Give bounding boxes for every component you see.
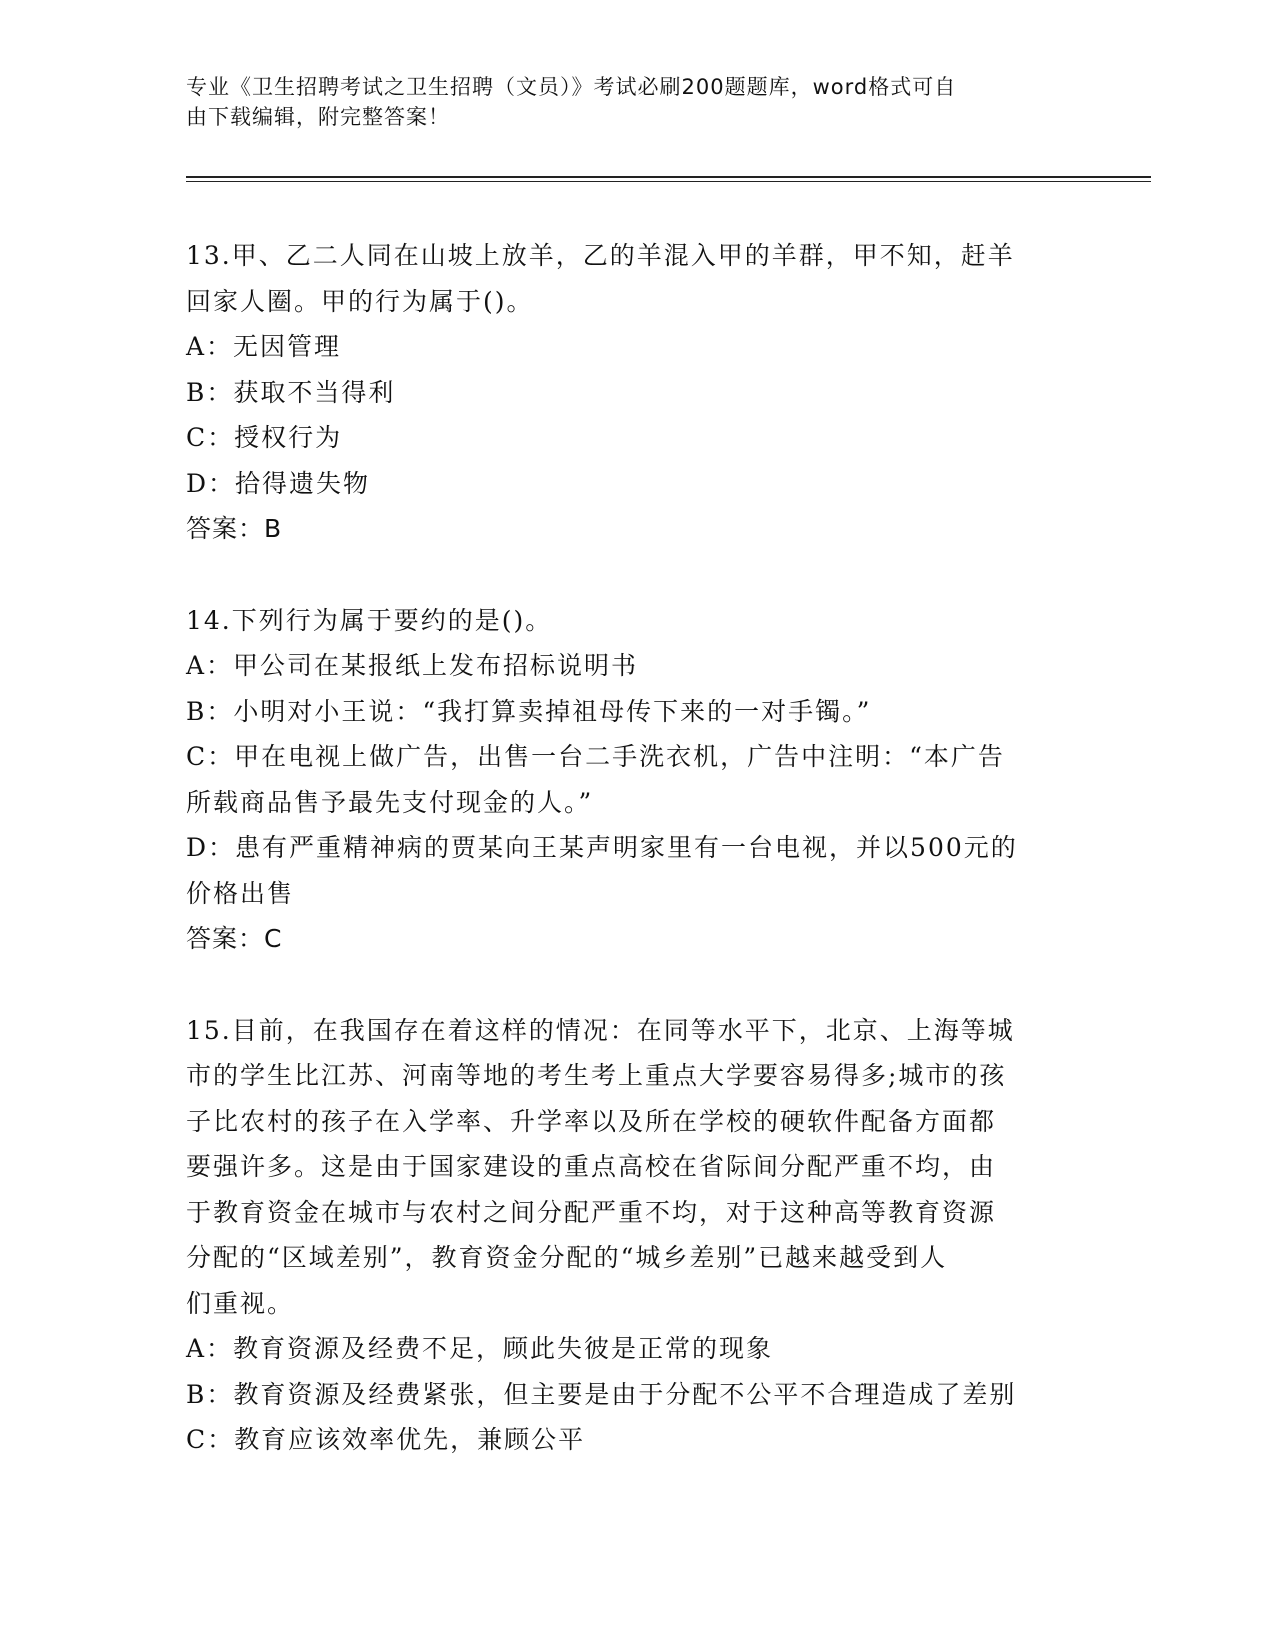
option-c-continued: 所载商品售予最先支付现金的人。”	[186, 787, 594, 817]
question-stem-line: 13.甲、乙二人同在山坡上放羊，乙的羊混入甲的羊群，甲不知，赶羊	[186, 241, 1015, 270]
option-c: C：授权行为	[186, 423, 343, 452]
question-stem-line: 15.目前，在我国存在着这样的情况：在同等水平下，北京、上海等城	[186, 1015, 1015, 1045]
option-d-continued: 价格出售	[186, 878, 295, 908]
question-stem-line: 子比农村的孩子在入学率、升学率以及所在学校的硬软件配备方面都	[186, 1106, 997, 1136]
question-stem-line: 14.下列行为属于要约的是()。	[186, 605, 553, 635]
question-stem-line: 于教育资金在城市与农村之间分配严重不均，对于这种高等教育资源	[186, 1197, 997, 1227]
option-b: B：教育资源及经费紧张，但主要是由于分配不公平不合理造成了差别	[186, 1379, 1017, 1409]
option-c: C：甲在电视上做广告，出售一台二手洗衣机，广告中注明：“本广告	[186, 742, 1005, 771]
answer-line: 答案：C	[186, 924, 283, 953]
option-a: A：教育资源及经费不足，顾此失彼是正常的现象	[186, 1334, 774, 1363]
question-14	[186, 598, 1076, 962]
option-a: A：甲公司在某报纸上发布招标说明书	[186, 651, 639, 680]
header-divider-thin	[186, 181, 1151, 182]
question-list	[186, 233, 1076, 1509]
question-13	[186, 233, 1076, 552]
option-d: D：患有严重精神病的贾某向王某声明家里有一台电视，并以500元的	[186, 833, 1018, 862]
header-line: 专业《卫生招聘考试之卫生招聘（文员）》考试必刷200题题库，word格式可自	[186, 75, 957, 99]
question-stem-line: 市的学生比江苏、河南等地的考生考上重点大学要容易得多;城市的孩	[186, 1061, 1007, 1090]
header-line: 由下载编辑，附完整答案！	[186, 105, 450, 129]
option-a: A：无因管理	[186, 332, 342, 361]
header-divider-thick	[186, 176, 1151, 178]
question-stem-line: 要强许多。这是由于国家建设的重点高校在省际间分配严重不均，由	[186, 1152, 997, 1181]
option-b: B：获取不当得利	[186, 377, 396, 407]
answer-line: 答案：B	[186, 514, 283, 543]
document-header	[186, 72, 1066, 132]
option-b: B：小明对小王说：“我打算卖掉祖母传下来的一对手镯。”	[186, 696, 872, 726]
question-stem-line: 分配的“区域差别”，教育资金分配的“城乡差别”已越来越受到人	[186, 1243, 948, 1272]
question-stem-line: 们重视。	[186, 1288, 295, 1318]
option-d: D：拾得遗失物	[186, 468, 371, 498]
option-c: C：教育应该效率优先，兼顾公平	[186, 1425, 586, 1454]
question-stem-line: 回家人圈。甲的行为属于()。	[186, 286, 534, 316]
question-15	[186, 1008, 1076, 1463]
